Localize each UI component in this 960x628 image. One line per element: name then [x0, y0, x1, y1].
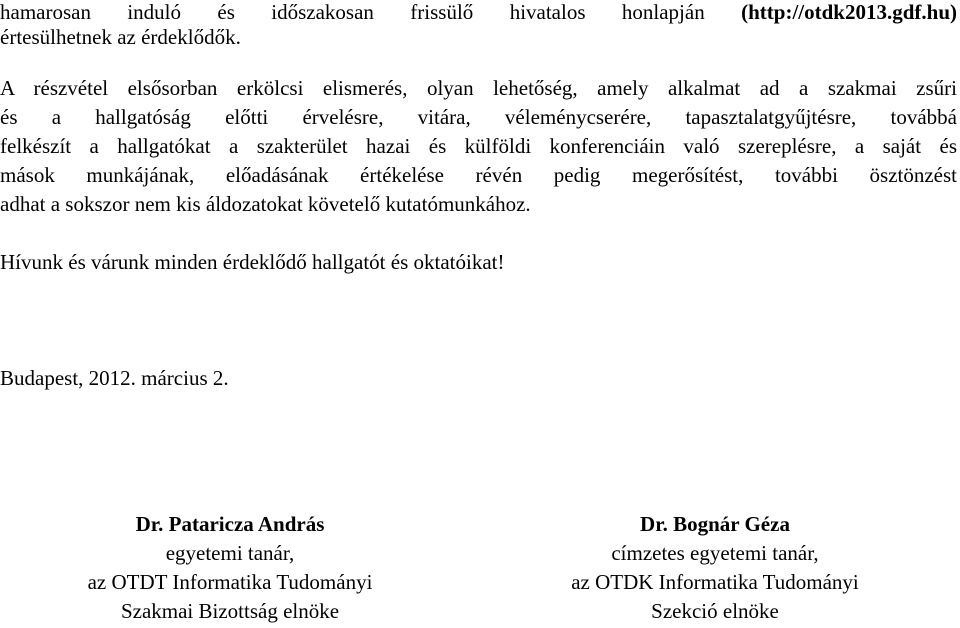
invitation-text: Hívunk és várunk minden érdeklődő hallgatót és oktatóikat! — [0, 250, 505, 274]
website-url: (http://otdk2013.gdf.hu) — [741, 0, 957, 24]
paragraph-line: és a hallgatóság előtti érvelésre, vitára, véleménycserére, tapasztalatgyűjtésre, továbbá — [0, 105, 957, 129]
signature-block-left — [40, 510, 420, 626]
signatory-org-line: Szakmai Bizottság elnöke — [120, 599, 340, 623]
paragraph-line: felkészít a hallgatókat a szakterület hazai és külföldi konferenciáin való szereplésre, a saját és — [0, 134, 957, 158]
intro-line-2: értesülhetnek az érdeklődők. — [0, 25, 241, 49]
paragraph-line: A részvétel elsősorban erkölcsi elismerés, olyan lehetőség, amely alkalmat ad a szakmai zsűri — [0, 76, 957, 100]
date-line: Budapest, 2012. március 2. — [0, 366, 229, 390]
signatory-name: Dr. Pataricza András — [135, 512, 325, 536]
paragraph-line: mások munkájának, előadásának értékelése révén pedig megerősítést, további ösztönzést — [0, 163, 957, 187]
paragraph-line: adhat a sokszor nem kis áldozatokat követelő kutatómunkához. — [0, 192, 531, 216]
signatory-title: címzetes egyetemi tanár, — [611, 541, 819, 565]
signatory-org-line: az OTDK Informatika Tudományi — [571, 570, 859, 594]
signatory-name: Dr. Bognár Géza — [640, 512, 790, 536]
intro-line-1 — [0, 0, 957, 26]
signatory-org-line: az OTDT Informatika Tudományi — [87, 570, 373, 594]
signatory-title: egyetemi tanár, — [165, 541, 295, 565]
signature-block-right — [525, 510, 905, 626]
intro-text: hamarosan induló és időszakosan frissülő hivatalos honlapján — [0, 0, 705, 24]
signatory-org-line: Szekció elnöke — [651, 599, 779, 623]
